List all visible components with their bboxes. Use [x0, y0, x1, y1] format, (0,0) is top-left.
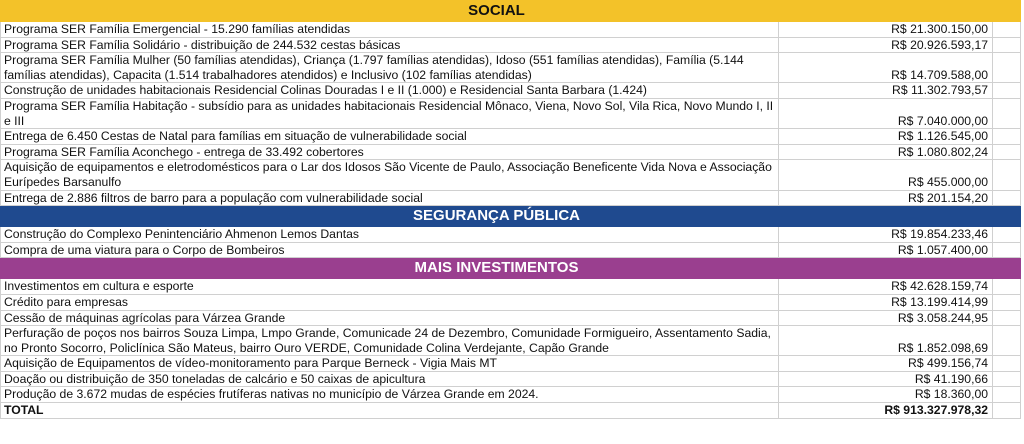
table-row: [1, 83, 1021, 99]
empty-cell[interactable]: [993, 22, 1021, 38]
row-description[interactable]: Construção de unidades habitacionais Residencial Colinas Douradas I e II (1.000) e Residencial Santa Barbara (1.424): [1, 83, 779, 99]
row-value[interactable]: R$ 13.199.414,99: [779, 294, 993, 310]
row-value[interactable]: R$ 499.156,74: [779, 356, 993, 372]
row-description[interactable]: Programa SER Família Emergencial - 15.290 famílias atendidas: [1, 22, 779, 38]
row-description[interactable]: Programa SER Família Mulher (50 famílias atendidas), Criança (1.797 famílias atendidas), Idoso (551 famílias atendidas), Família (5.144 famílias atendidas), Capacita (1.514 trabalhadores atendidos) e Inclusivo (102 famílias atendidas): [1, 53, 779, 83]
table-body: [1, 1, 1021, 419]
row-value[interactable]: R$ 201.154,20: [779, 190, 993, 206]
row-description[interactable]: Programa SER Família Solidário - distribuição de 244.532 cestas básicas: [1, 37, 779, 53]
table-row: [1, 98, 1021, 128]
empty-cell: [993, 206, 1021, 227]
empty-cell[interactable]: [993, 83, 1021, 99]
row-value[interactable]: R$ 1.057.400,00: [779, 242, 993, 258]
table-row: [1, 356, 1021, 372]
table-row: [1, 144, 1021, 160]
table-row: [1, 371, 1021, 387]
empty-cell[interactable]: [993, 227, 1021, 243]
table-row: [1, 53, 1021, 83]
table-row: [1, 129, 1021, 145]
empty-cell[interactable]: [993, 356, 1021, 372]
table-row: [1, 160, 1021, 190]
empty-cell[interactable]: [993, 310, 1021, 326]
row-description[interactable]: Perfuração de poços nos bairros Souza Limpa, Lmpo Grande, Comunicade 24 de Dezembro, Comunidade Formigueiro, Assentamento Sadia, no Pronto Socorro, Policlínica São Mateus, bairro Ouro VERDE, Comunidade Colina Verdejante, Capão Grande: [1, 326, 779, 356]
table-row: [1, 294, 1021, 310]
empty-cell: [993, 1, 1021, 22]
table-row: [1, 326, 1021, 356]
table-row: [1, 190, 1021, 206]
row-description[interactable]: Entrega de 6.450 Cestas de Natal para famílias em situação de vulnerabilidade social: [1, 129, 779, 145]
section-title: SOCIAL: [1, 1, 993, 22]
empty-cell[interactable]: [993, 37, 1021, 53]
row-description[interactable]: Doação ou distribuição de 350 toneladas de calcário e 50 caixas de apicultura: [1, 371, 779, 387]
total-value[interactable]: R$ 913.327.978,32: [779, 403, 993, 419]
table-row: [1, 227, 1021, 243]
row-value[interactable]: R$ 14.709.588,00: [779, 53, 993, 83]
row-value[interactable]: R$ 7.040.000,00: [779, 98, 993, 128]
table-row: [1, 242, 1021, 258]
table-row: [1, 387, 1021, 403]
row-value[interactable]: R$ 1.126.545,00: [779, 129, 993, 145]
empty-cell[interactable]: [993, 403, 1021, 419]
row-value[interactable]: R$ 455.000,00: [779, 160, 993, 190]
row-description[interactable]: Compra de uma viatura para o Corpo de Bombeiros: [1, 242, 779, 258]
section-title: SEGURANÇA PÚBLICA: [1, 206, 993, 227]
table-row: [1, 279, 1021, 295]
table-row: [1, 37, 1021, 53]
row-value[interactable]: R$ 1.080.802,24: [779, 144, 993, 160]
row-value[interactable]: R$ 3.058.244,95: [779, 310, 993, 326]
empty-cell[interactable]: [993, 129, 1021, 145]
row-value[interactable]: R$ 1.852.098,69: [779, 326, 993, 356]
row-description[interactable]: Crédito para empresas: [1, 294, 779, 310]
row-value[interactable]: R$ 21.300.150,00: [779, 22, 993, 38]
table-row: [1, 310, 1021, 326]
row-value[interactable]: R$ 19.854.233,46: [779, 227, 993, 243]
row-value[interactable]: R$ 20.926.593,17: [779, 37, 993, 53]
total-row: [1, 403, 1021, 419]
empty-cell[interactable]: [993, 279, 1021, 295]
empty-cell[interactable]: [993, 242, 1021, 258]
row-value[interactable]: R$ 18.360,00: [779, 387, 993, 403]
row-description[interactable]: Programa SER Família Habitação - subsídio para as unidades habitacionais Residencial Mônaco, Viena, Novo Sol, Vila Rica, Novo Mundo I, II e III: [1, 98, 779, 128]
empty-cell[interactable]: [993, 190, 1021, 206]
row-value[interactable]: R$ 41.190,66: [779, 371, 993, 387]
row-value[interactable]: R$ 11.302.793,57: [779, 83, 993, 99]
row-description[interactable]: Construção do Complexo Penintenciário Ahmenon Lemos Dantas: [1, 227, 779, 243]
section-header-mais-investimentos: [1, 258, 1021, 279]
empty-cell[interactable]: [993, 294, 1021, 310]
row-description[interactable]: Produção de 3.672 mudas de espécies frutíferas nativas no município de Várzea Grande em 2024.: [1, 387, 779, 403]
section-header-social: [1, 1, 1021, 22]
row-description[interactable]: Programa SER Família Aconchego - entrega de 33.492 cobertores: [1, 144, 779, 160]
empty-cell[interactable]: [993, 144, 1021, 160]
row-description[interactable]: Entrega de 2.886 filtros de barro para a população com vulnerabilidade social: [1, 190, 779, 206]
table-row: [1, 22, 1021, 38]
empty-cell[interactable]: [993, 160, 1021, 190]
empty-cell: [993, 258, 1021, 279]
row-description[interactable]: Aquisição de Equipamentos de vídeo-monitoramento para Parque Berneck - Vigia Mais MT: [1, 356, 779, 372]
empty-cell[interactable]: [993, 98, 1021, 128]
section-header-seguranca-publica: [1, 206, 1021, 227]
empty-cell[interactable]: [993, 387, 1021, 403]
row-description[interactable]: Aquisição de equipamentos e eletrodomésticos para o Lar dos Idosos São Vicente de Paulo, Associação Beneficente Vida Nova e Associação Eurípedes Barsanulfo: [1, 160, 779, 190]
row-value[interactable]: R$ 42.628.159,74: [779, 279, 993, 295]
row-description[interactable]: Cessão de máquinas agrícolas para Várzea Grande: [1, 310, 779, 326]
empty-cell[interactable]: [993, 326, 1021, 356]
total-label[interactable]: TOTAL: [1, 403, 779, 419]
section-title: MAIS INVESTIMENTOS: [1, 258, 993, 279]
empty-cell[interactable]: [993, 371, 1021, 387]
empty-cell[interactable]: [993, 53, 1021, 83]
row-description[interactable]: Investimentos em cultura e esporte: [1, 279, 779, 295]
